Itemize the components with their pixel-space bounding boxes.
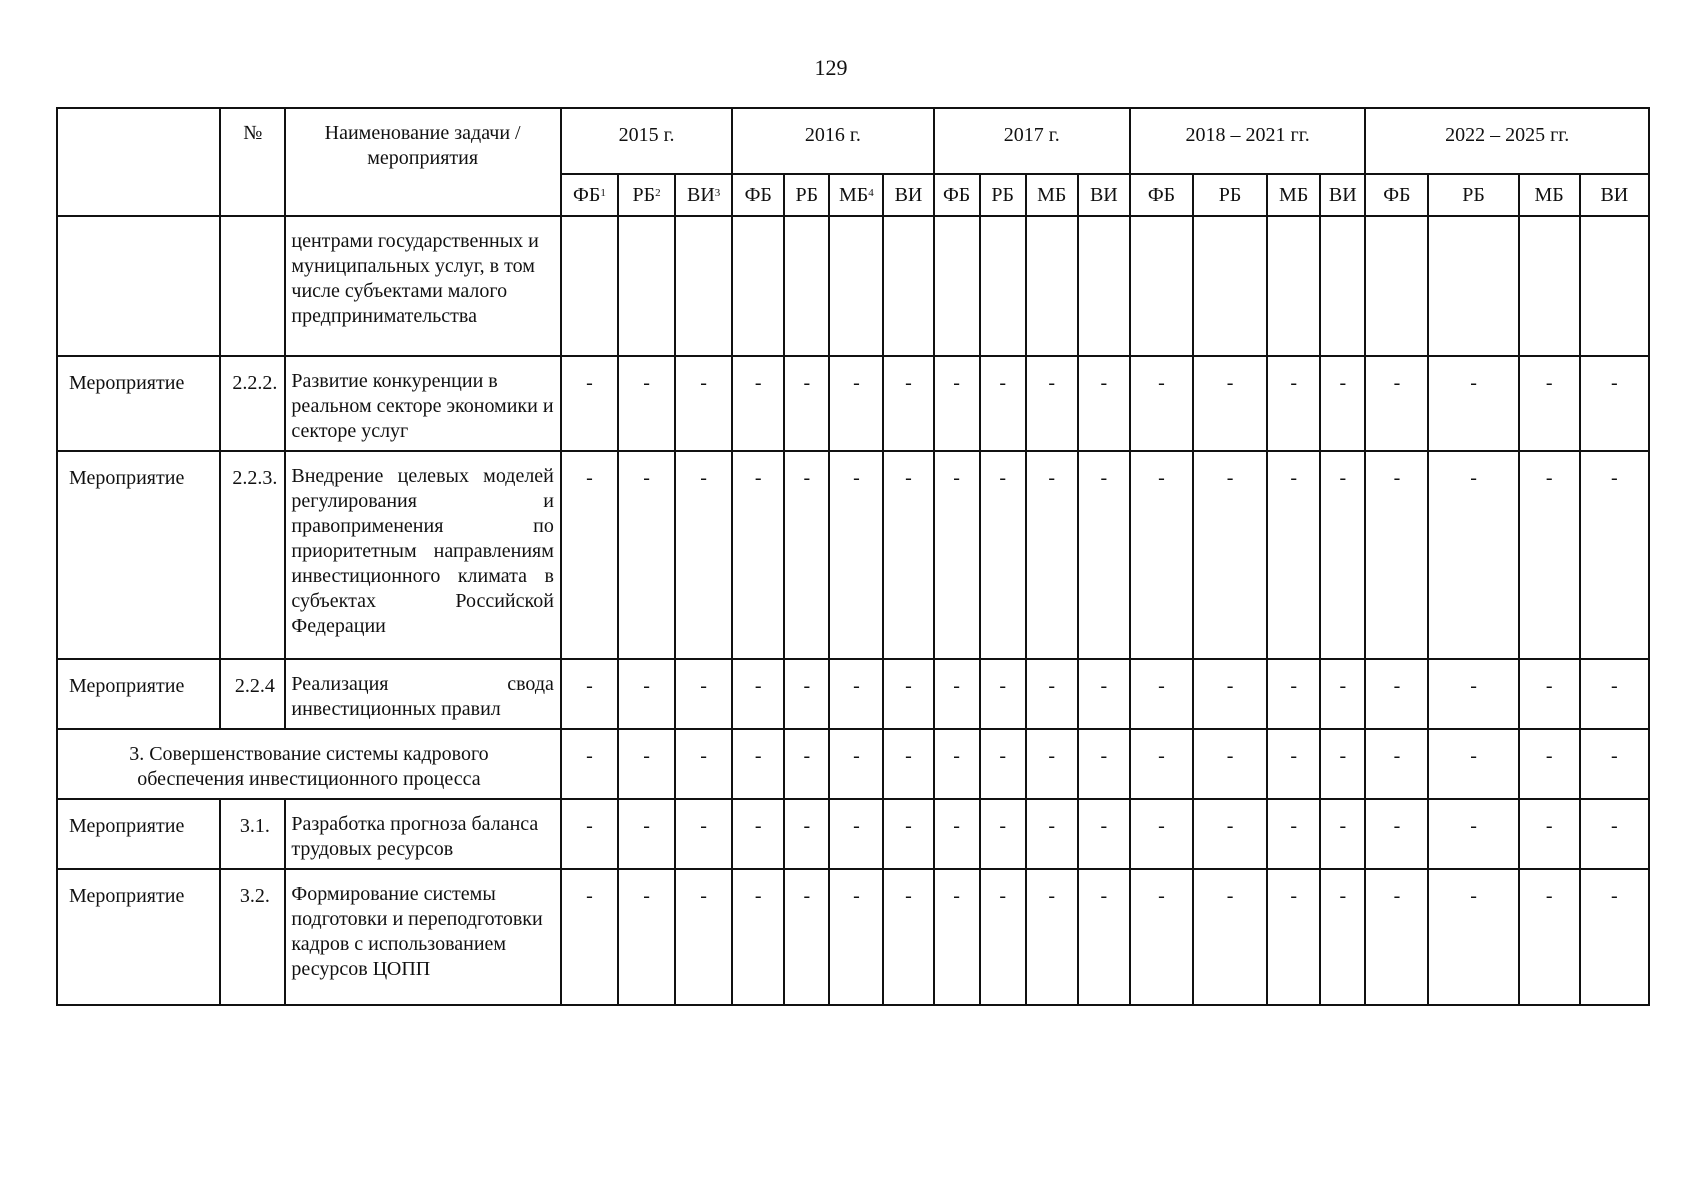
value-cell (1320, 216, 1365, 356)
value-cell: - (1193, 729, 1267, 799)
table-row (57, 659, 1649, 729)
value-cell (1580, 216, 1649, 356)
value-cell (561, 216, 618, 356)
value-cell: - (1267, 729, 1320, 799)
value-cell: - (1580, 869, 1649, 1005)
value-cell: - (1078, 869, 1130, 1005)
source-label: МБ (1534, 183, 1564, 206)
value-cell: - (1320, 729, 1365, 799)
header-source-cell (1365, 174, 1428, 216)
value-cell: - (1026, 729, 1078, 799)
value-cell: - (1193, 659, 1267, 729)
value-cell: - (675, 799, 732, 869)
value-cell: - (732, 799, 784, 869)
value-cell: - (1320, 356, 1365, 451)
source-label: ФБ (1147, 183, 1176, 206)
value-cell: - (883, 799, 933, 869)
header-source-cell (618, 174, 675, 216)
value-cell: - (829, 799, 883, 869)
table-row (57, 799, 1649, 869)
value-cell: - (732, 729, 784, 799)
value-cell: - (1428, 729, 1518, 799)
value-cell: - (1130, 451, 1193, 659)
header-source-cell (784, 174, 829, 216)
value-cell: - (1078, 659, 1130, 729)
row-number: 2.2.4 (220, 659, 285, 729)
row-number: 3.2. (220, 869, 285, 1005)
value-cell: - (1320, 799, 1365, 869)
header-number: № (220, 108, 285, 216)
value-cell (883, 216, 933, 356)
section-title: 3. Совершенствование системы кадрового обеспечения инвестиционного процесса (57, 729, 561, 799)
header-year: 2016 г. (732, 108, 933, 174)
table-row (57, 451, 1649, 659)
header-blank-cell (57, 108, 220, 216)
value-cell: - (732, 659, 784, 729)
value-cell: - (980, 451, 1026, 659)
value-cell: - (1026, 451, 1078, 659)
header-year: 2015 г. (561, 108, 732, 174)
footnote-marker: 4 (868, 186, 874, 199)
row-name: Формирование системы подготовки и переподготовки кадров с использованием ресурсов ЦОПП (285, 869, 561, 1005)
value-cell (1428, 216, 1518, 356)
header-source-cell (883, 174, 933, 216)
row-type: Мероприятие (57, 451, 220, 659)
header-source-cell (934, 174, 980, 216)
value-cell: - (883, 356, 933, 451)
value-cell: - (1267, 799, 1320, 869)
header-source-cell (1078, 174, 1130, 216)
value-cell: - (1078, 451, 1130, 659)
value-cell: - (732, 356, 784, 451)
value-cell (1026, 216, 1078, 356)
value-cell: - (1267, 869, 1320, 1005)
value-cell: - (1320, 869, 1365, 1005)
source-label: РБ (991, 183, 1014, 206)
table-row (57, 356, 1649, 451)
value-cell: - (784, 729, 829, 799)
value-cell: - (1193, 356, 1267, 451)
row-number: 2.2.2. (220, 356, 285, 451)
value-cell: - (1428, 659, 1518, 729)
investment-measures-table (56, 107, 1650, 1006)
value-cell: - (980, 356, 1026, 451)
value-cell: - (1026, 659, 1078, 729)
header-source-cell (1580, 174, 1649, 216)
source-label: ФБ (1383, 183, 1411, 206)
value-cell (784, 216, 829, 356)
value-cell (675, 216, 732, 356)
header-year: 2018 – 2021 гг. (1130, 108, 1365, 174)
value-cell (1267, 216, 1320, 356)
value-cell: - (732, 451, 784, 659)
value-cell: - (561, 451, 618, 659)
source-label: ВИ (686, 183, 715, 206)
value-cell: - (1519, 799, 1580, 869)
value-cell: - (1519, 356, 1580, 451)
value-cell: - (618, 659, 675, 729)
value-cell: - (561, 356, 618, 451)
value-cell: - (934, 799, 980, 869)
table-row (57, 216, 1649, 356)
header-source-cell (1519, 174, 1580, 216)
value-cell: - (1193, 869, 1267, 1005)
value-cell: - (1365, 659, 1428, 729)
source-label: МБ (1279, 183, 1309, 206)
value-cell: - (675, 659, 732, 729)
footnote-marker: 1 (600, 186, 606, 199)
value-cell (934, 216, 980, 356)
header-task-name: Наименование задачи / мероприятия (285, 108, 561, 216)
value-cell: - (1580, 729, 1649, 799)
value-cell: - (1580, 799, 1649, 869)
value-cell: - (675, 356, 732, 451)
value-cell: - (784, 869, 829, 1005)
header-source-cell (732, 174, 784, 216)
source-label: РБ (795, 183, 819, 206)
value-cell: - (883, 451, 933, 659)
header-source-cell (1428, 174, 1518, 216)
header-source-cell (1193, 174, 1267, 216)
value-cell: - (1580, 451, 1649, 659)
header-source-cell (675, 174, 732, 216)
source-label: МБ (839, 183, 869, 206)
value-cell: - (829, 451, 883, 659)
row-name: Внедрение целевых моделей регулирования и правоприменения по приоритетным направлениям инвестиционного климата в субъектах Российской Федерации (285, 451, 561, 659)
value-cell: - (829, 356, 883, 451)
value-cell: - (1580, 659, 1649, 729)
value-cell: - (1193, 451, 1267, 659)
row-name: Разработка прогноза баланса трудовых ресурсов (285, 799, 561, 869)
value-cell: - (883, 729, 933, 799)
value-cell: - (618, 356, 675, 451)
footnote-marker: 3 (714, 186, 721, 199)
header-source-cell (561, 174, 618, 216)
value-cell: - (1365, 799, 1428, 869)
value-cell: - (784, 451, 829, 659)
value-cell: - (618, 451, 675, 659)
source-label: ФБ (573, 183, 601, 206)
row-type: Мероприятие (57, 799, 220, 869)
source-label: ВИ (1328, 183, 1357, 206)
row-number: 2.2.3. (220, 451, 285, 659)
value-cell: - (1267, 451, 1320, 659)
value-cell: - (829, 729, 883, 799)
source-label: ФБ (942, 183, 971, 206)
value-cell: - (1365, 451, 1428, 659)
value-cell: - (980, 659, 1026, 729)
source-label: ВИ (894, 183, 923, 206)
value-cell: - (1320, 659, 1365, 729)
footnote-marker: 2 (655, 186, 661, 199)
row-type (57, 216, 220, 356)
value-cell: - (675, 869, 732, 1005)
value-cell: - (1130, 799, 1193, 869)
value-cell: - (1078, 799, 1130, 869)
value-cell: - (561, 729, 618, 799)
value-cell (732, 216, 784, 356)
row-type: Мероприятие (57, 659, 220, 729)
value-cell: - (934, 356, 980, 451)
value-cell (1078, 216, 1130, 356)
value-cell: - (1026, 799, 1078, 869)
value-cell: - (980, 799, 1026, 869)
table-body (57, 216, 1649, 1005)
header-source-cell (1267, 174, 1320, 216)
value-cell: - (675, 729, 732, 799)
value-cell: - (934, 659, 980, 729)
value-cell: - (1428, 451, 1518, 659)
value-cell: - (1428, 869, 1518, 1005)
row-type: Мероприятие (57, 869, 220, 1005)
source-label: МБ (1037, 183, 1067, 206)
page-number: 129 (814, 55, 848, 80)
value-cell: - (980, 729, 1026, 799)
value-cell: - (618, 729, 675, 799)
value-cell: - (1428, 356, 1518, 451)
table-row (57, 869, 1649, 1005)
value-cell: - (1519, 451, 1580, 659)
value-cell: - (1026, 869, 1078, 1005)
header-row-years (57, 108, 1649, 174)
source-label: ФБ (744, 183, 772, 206)
value-cell: - (829, 869, 883, 1005)
value-cell (1365, 216, 1428, 356)
value-cell: - (675, 451, 732, 659)
value-cell (1130, 216, 1193, 356)
value-cell: - (1026, 356, 1078, 451)
row-name: Развитие конкуренции в реальном секторе экономики и секторе услуг (285, 356, 561, 451)
value-cell: - (829, 659, 883, 729)
header-source-cell (1320, 174, 1365, 216)
value-cell: - (1130, 659, 1193, 729)
row-name: центрами государственных и муниципальных услуг, в том числе субъектами малого предпринимательства (285, 216, 561, 356)
header-source-cell (980, 174, 1026, 216)
value-cell: - (1428, 799, 1518, 869)
value-cell: - (1267, 356, 1320, 451)
table-row (57, 729, 1649, 799)
value-cell: - (1267, 659, 1320, 729)
value-cell: - (1519, 659, 1580, 729)
value-cell: - (1580, 356, 1649, 451)
value-cell: - (934, 869, 980, 1005)
source-label: РБ (1462, 183, 1485, 206)
row-name: Реализация свода инвестиционных правил (285, 659, 561, 729)
value-cell: - (1519, 729, 1580, 799)
value-cell: - (980, 869, 1026, 1005)
value-cell: - (1193, 799, 1267, 869)
value-cell (1193, 216, 1267, 356)
value-cell: - (1519, 869, 1580, 1005)
header-source-cell (1130, 174, 1193, 216)
value-cell: - (1320, 451, 1365, 659)
value-cell: - (618, 799, 675, 869)
value-cell: - (561, 869, 618, 1005)
value-cell: - (1130, 729, 1193, 799)
value-cell: - (561, 659, 618, 729)
value-cell: - (1078, 729, 1130, 799)
source-label: РБ (1218, 183, 1242, 206)
value-cell: - (784, 356, 829, 451)
row-type: Мероприятие (57, 356, 220, 451)
header-source-cell (829, 174, 883, 216)
value-cell: - (1130, 356, 1193, 451)
source-label: ВИ (1600, 183, 1629, 206)
value-cell (980, 216, 1026, 356)
value-cell: - (1365, 356, 1428, 451)
value-cell: - (883, 659, 933, 729)
value-cell: - (618, 869, 675, 1005)
value-cell (618, 216, 675, 356)
value-cell: - (1365, 729, 1428, 799)
source-label: ВИ (1089, 183, 1118, 206)
value-cell: - (784, 799, 829, 869)
value-cell (1519, 216, 1580, 356)
value-cell: - (934, 729, 980, 799)
value-cell: - (732, 869, 784, 1005)
value-cell: - (934, 451, 980, 659)
source-label: РБ (632, 183, 656, 206)
header-source-cell (1026, 174, 1078, 216)
value-cell: - (1365, 869, 1428, 1005)
row-number: 3.1. (220, 799, 285, 869)
value-cell (829, 216, 883, 356)
header-year: 2022 – 2025 гг. (1365, 108, 1649, 174)
row-number (220, 216, 285, 356)
value-cell: - (1078, 356, 1130, 451)
value-cell: - (883, 869, 933, 1005)
value-cell: - (561, 799, 618, 869)
header-year: 2017 г. (934, 108, 1130, 174)
value-cell: - (1130, 869, 1193, 1005)
value-cell: - (784, 659, 829, 729)
